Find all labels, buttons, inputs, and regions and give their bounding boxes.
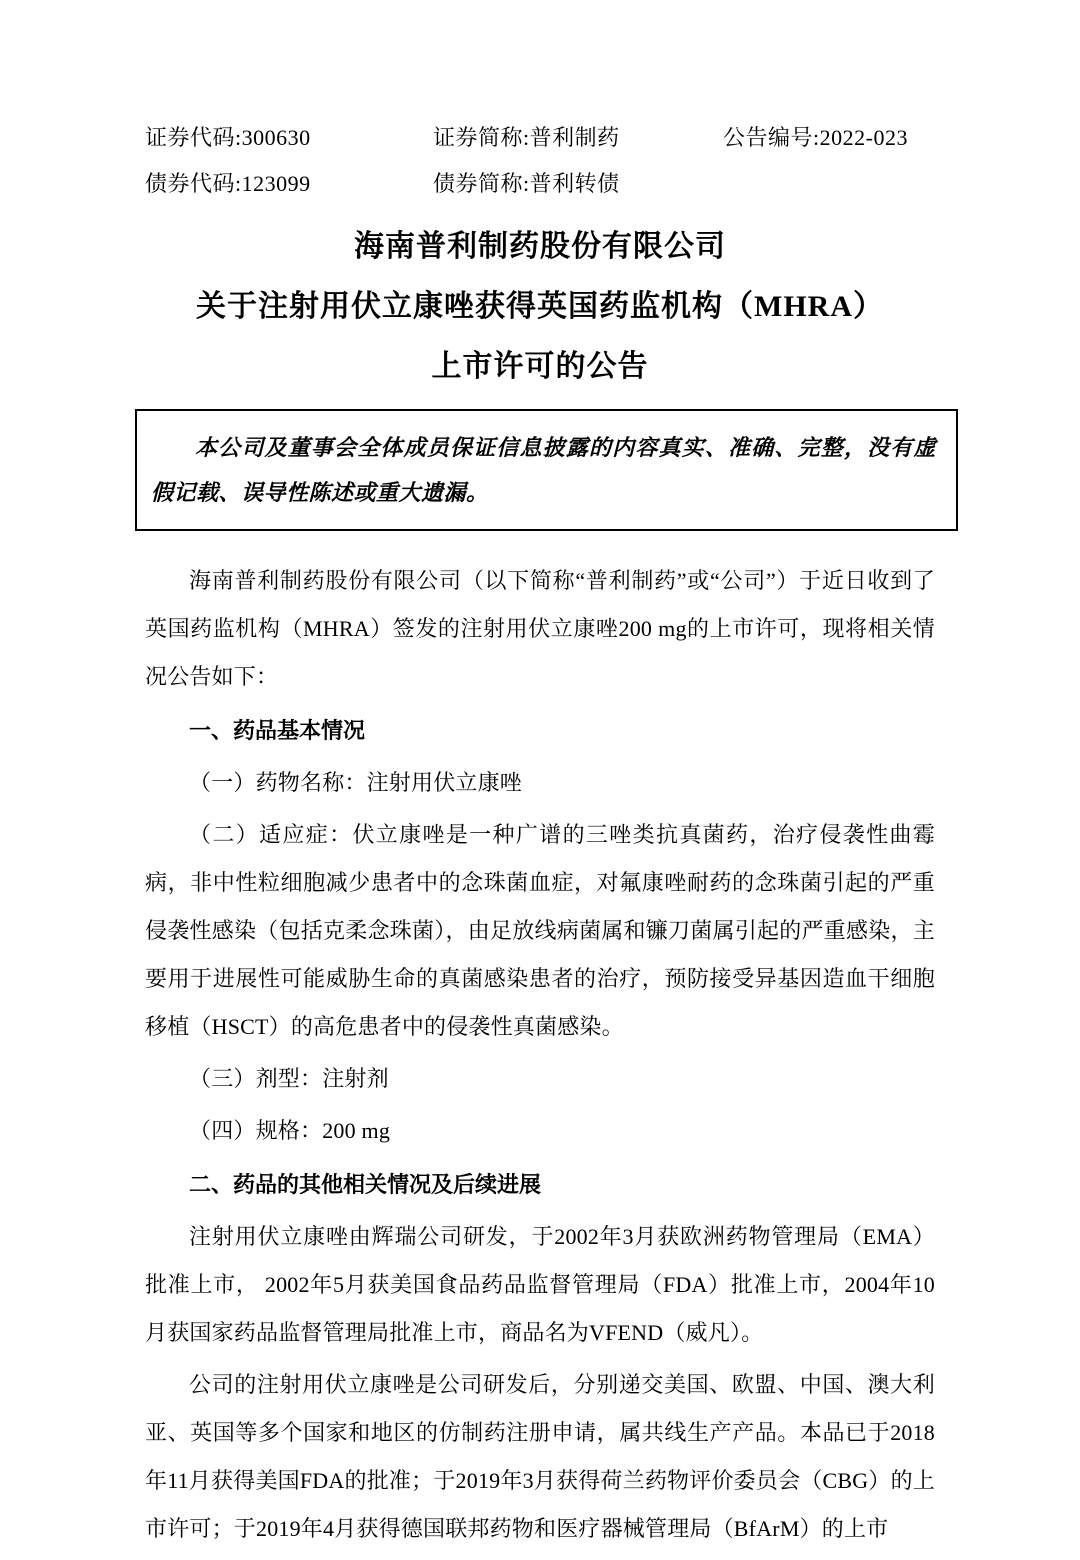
indication-item: （二）适应症：伏立康唑是一种广谱的三唑类抗真菌药，治疗侵袭性曲霉病，非中性粒细胞减少患者中的念珠菌血症，对氟康唑耐药的念珠菌引起的严重侵袭性感染（包括克柔念珠菌），由足放线病菌属和镰刀菌属引起的严重感染，主要用于进展性可能威胁生命的真菌感染患者的治疗，预防接受异基因造血干细胞移植（HSCT）的高危患者中的侵袭性真菌感染。	[145, 822, 935, 1039]
announcement-subject-title: 关于注射用伏立康唑获得英国药监机构（MHRA）	[196, 290, 884, 323]
announcement-number: 公告编号:2022-023	[723, 125, 908, 150]
section-2-heading: 二、药品的其他相关情况及后续进展	[189, 1172, 542, 1197]
header-meta-row-1	[145, 115, 935, 161]
company-name-title: 海南普利制药股份有限公司	[354, 230, 726, 263]
bond-code: 债券代码:123099	[145, 171, 311, 196]
disclaimer-box	[135, 409, 958, 531]
announcement-title	[145, 217, 935, 397]
securities-name: 证券简称:普利制药	[433, 125, 620, 150]
dosage-form-item: （三）剂型：注射剂	[189, 1066, 389, 1091]
drug-history-paragraph: 注射用伏立康唑由辉瑞公司研发，于2002年3月获欧洲药物管理局（EMA）批准上市， 2002年5月获美国食品药品监督管理局（FDA）批准上市，2004年10月获国家药品监督管理局批准上市，商品名为VFEND（威凡）。	[145, 1224, 935, 1345]
registration-status-paragraph: 公司的注射用伏立康唑是公司研发后，分别递交美国、欧盟、中国、澳大利亚、英国等多个国家和地区的仿制药注册申请，属共线生产产品。本品已于2018年11月获得美国FDA的批准；于2019年3月获得荷兰药物评价委员会（CBG）的上市许可；于2019年4月获得德国联邦药物和医疗器械管理局（BfArM）的上市	[145, 1372, 935, 1541]
intro-paragraph: 海南普利制药股份有限公司（以下简称“普利制药”或“公司”）于近日收到了英国药监机构（MHRA）签发的注射用伏立康唑200 mg的上市许可，现将相关情况公告如下：	[145, 568, 935, 689]
specification-item: （四）规格：200 mg	[189, 1118, 391, 1143]
header-meta-spacer	[723, 161, 935, 207]
section-1-heading: 一、药品基本情况	[189, 718, 366, 743]
drug-name-item: （一）药物名称：注射用伏立康唑	[189, 770, 523, 795]
announcement-body	[145, 557, 935, 1553]
securities-code: 证券代码:300630	[145, 125, 311, 150]
announcement-type-title: 上市许可的公告	[431, 350, 649, 383]
disclaimer-text: 本公司及董事会全体成员保证信息披露的内容真实、准确、完整，没有虚假记载、误导性陈述或重大遗漏。	[151, 435, 936, 505]
header-meta-row-2	[145, 161, 935, 207]
bond-name: 债券简称:普利转债	[433, 171, 620, 196]
